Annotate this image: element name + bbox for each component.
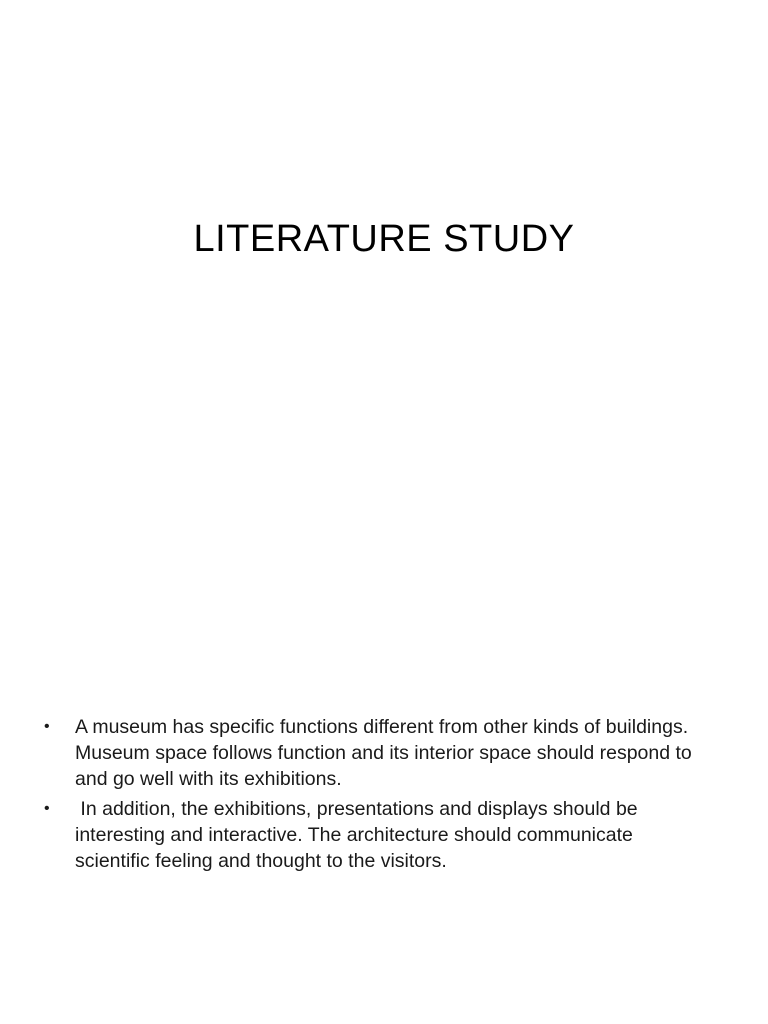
bullet-list (40, 714, 710, 878)
slide-title: LITERATURE STUDY (193, 218, 575, 260)
bullet-marker: • (44, 718, 50, 735)
bullet-marker: • (44, 800, 50, 817)
bullet-text: In addition, the exhibitions, presentations and displays should be interesting and interactive. The architecture should communicate scientific feeling and thought to the visitors. (75, 798, 644, 872)
bullet-item (40, 796, 710, 874)
bullet-item (40, 714, 710, 792)
bullet-text: A museum has specific functions different from other kinds of buildings. Museum space follows function and its interior space should respond to and go well with its exhibitions. (75, 716, 698, 790)
